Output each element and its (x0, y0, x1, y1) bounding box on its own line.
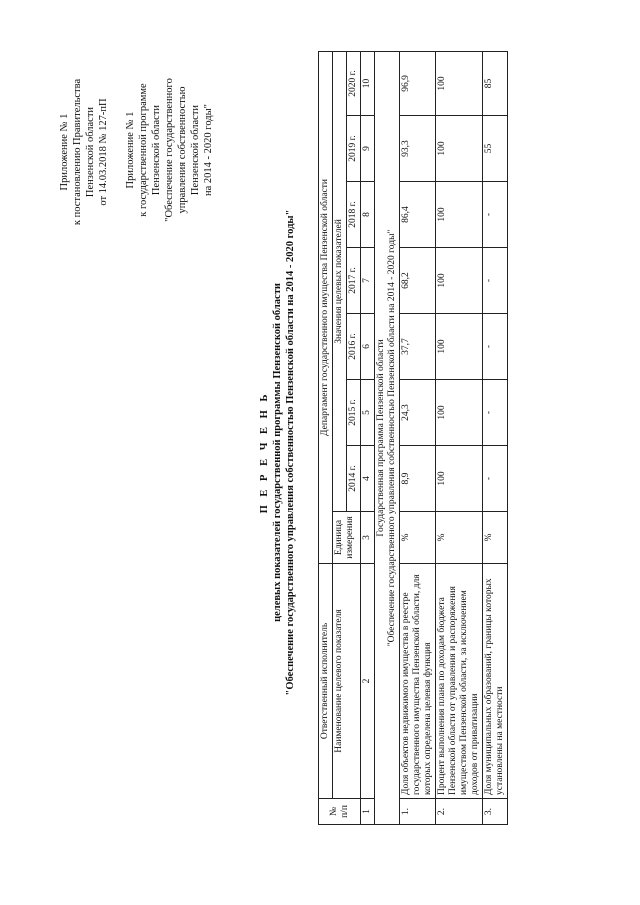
document-title (258, 0, 297, 905)
header-executor-label: Ответственный исполнитель (319, 564, 333, 799)
header-row-executor (319, 51, 333, 824)
program-section-line2: "Обеспечение государственного управления собственностью Пензенской области на 2014 - 2020 годы" (387, 229, 397, 647)
header-year: 2015 г. (347, 380, 361, 446)
table-row (483, 51, 508, 824)
program-section-line1: Государственная программа Пензенской области (376, 339, 386, 537)
column-number: 4 (361, 446, 375, 512)
header-unit: Единица измерения (333, 512, 361, 564)
header-year: 2018 г. (347, 182, 361, 248)
row-unit: % (436, 512, 483, 564)
column-number: 3 (361, 512, 375, 564)
annex-program-line3: Пензенской области (151, 104, 162, 196)
row-indicator-name: Доля муниципальных образований, границы которых установлены на местности (483, 564, 508, 799)
program-section-row (375, 51, 400, 824)
header-year: 2014 г. (347, 446, 361, 512)
program-section-cell (375, 51, 400, 824)
title-line1: П Е Р Е Ч Е Н Ь (259, 391, 270, 514)
indicators-table (318, 51, 508, 825)
header-year: 2019 г. (347, 116, 361, 182)
column-number: 9 (361, 116, 375, 182)
row-value: - (483, 446, 508, 512)
row-value: - (483, 380, 508, 446)
title-line3: "Обеспечение государственного управления собственностью Пензенской области на 2014 - 2020 годы" (285, 209, 296, 696)
row-value: 100 (436, 182, 483, 248)
row-value: 96,9 (400, 51, 436, 115)
row-value: - (483, 248, 508, 314)
row-value: 100 (436, 248, 483, 314)
row-value: 86,4 (400, 182, 436, 248)
header-year: 2020 г. (347, 51, 361, 115)
column-number: 7 (361, 248, 375, 314)
row-indicator-name: Процент выполнения плана по доходам бюджета Пензенской области от управления и распоряжения имуществом Пензенской области, за исключением доходов от приватизации (436, 564, 483, 799)
column-number: 5 (361, 380, 375, 446)
column-number: 2 (361, 564, 375, 799)
annex-order-line4: от 14.03.2018 № 127-пП (98, 98, 109, 206)
annex-order-block (58, 37, 110, 267)
row-value: 55 (483, 116, 508, 182)
header-year: 2016 г. (347, 314, 361, 380)
table-row (436, 51, 483, 824)
annex-order-line3: Пензенской области (85, 106, 96, 198)
row-value: 93,3 (400, 116, 436, 182)
row-value: 100 (436, 314, 483, 380)
annex-program-line5: управления собственностью (177, 86, 188, 214)
row-number: 2. (436, 799, 483, 825)
annex-program-line7: на 2014 - 2020 годы" (203, 104, 214, 196)
annex-order-line2: к постановлению Правительства (72, 78, 83, 226)
row-indicator-name: Доля объектов недвижимого имущества в реестре государственного имущества Пензенской области, для которых определена целевая функция (400, 564, 436, 799)
column-number: 6 (361, 314, 375, 380)
row-value: 100 (436, 51, 483, 115)
table-row (400, 51, 436, 824)
column-number: 8 (361, 182, 375, 248)
header-values-label: Значения целевых показателей (333, 51, 347, 511)
row-value: 24,3 (400, 380, 436, 446)
row-unit: % (400, 512, 436, 564)
header-year: 2017 г. (347, 248, 361, 314)
header-indicator-name: Наименование целевого показателя (333, 564, 361, 799)
annex-program-line4: "Обеспечение государственного (164, 78, 175, 222)
row-value: 100 (436, 446, 483, 512)
row-value: - (483, 182, 508, 248)
row-value: 37,7 (400, 314, 436, 380)
row-unit: % (483, 512, 508, 564)
column-number: 1 (361, 799, 375, 825)
row-value: 100 (436, 380, 483, 446)
row-number: 1. (400, 799, 436, 825)
annex-program-block (124, 55, 215, 245)
column-number: 10 (361, 51, 375, 115)
row-value: 100 (436, 116, 483, 182)
row-number: 3. (483, 799, 508, 825)
column-number-row (361, 51, 375, 824)
title-line2: целевых показателей государственной программы Пензенской области (272, 283, 283, 622)
annex-program-line6: Пензенской области (190, 104, 201, 196)
header-row-names (333, 51, 347, 824)
annex-program-line2: к государственной программе (138, 83, 149, 217)
header-num: № п/п (319, 799, 361, 825)
row-value: 8,9 (400, 446, 436, 512)
annex-order-line1: Приложение № 1 (59, 113, 70, 191)
annex-program-line1: Приложение № 1 (125, 111, 136, 189)
row-value: 68,2 (400, 248, 436, 314)
header-executor-value: Департамент государственного имущества Пензенской области (319, 51, 333, 563)
row-value: 85 (483, 51, 508, 115)
row-value: - (483, 314, 508, 380)
